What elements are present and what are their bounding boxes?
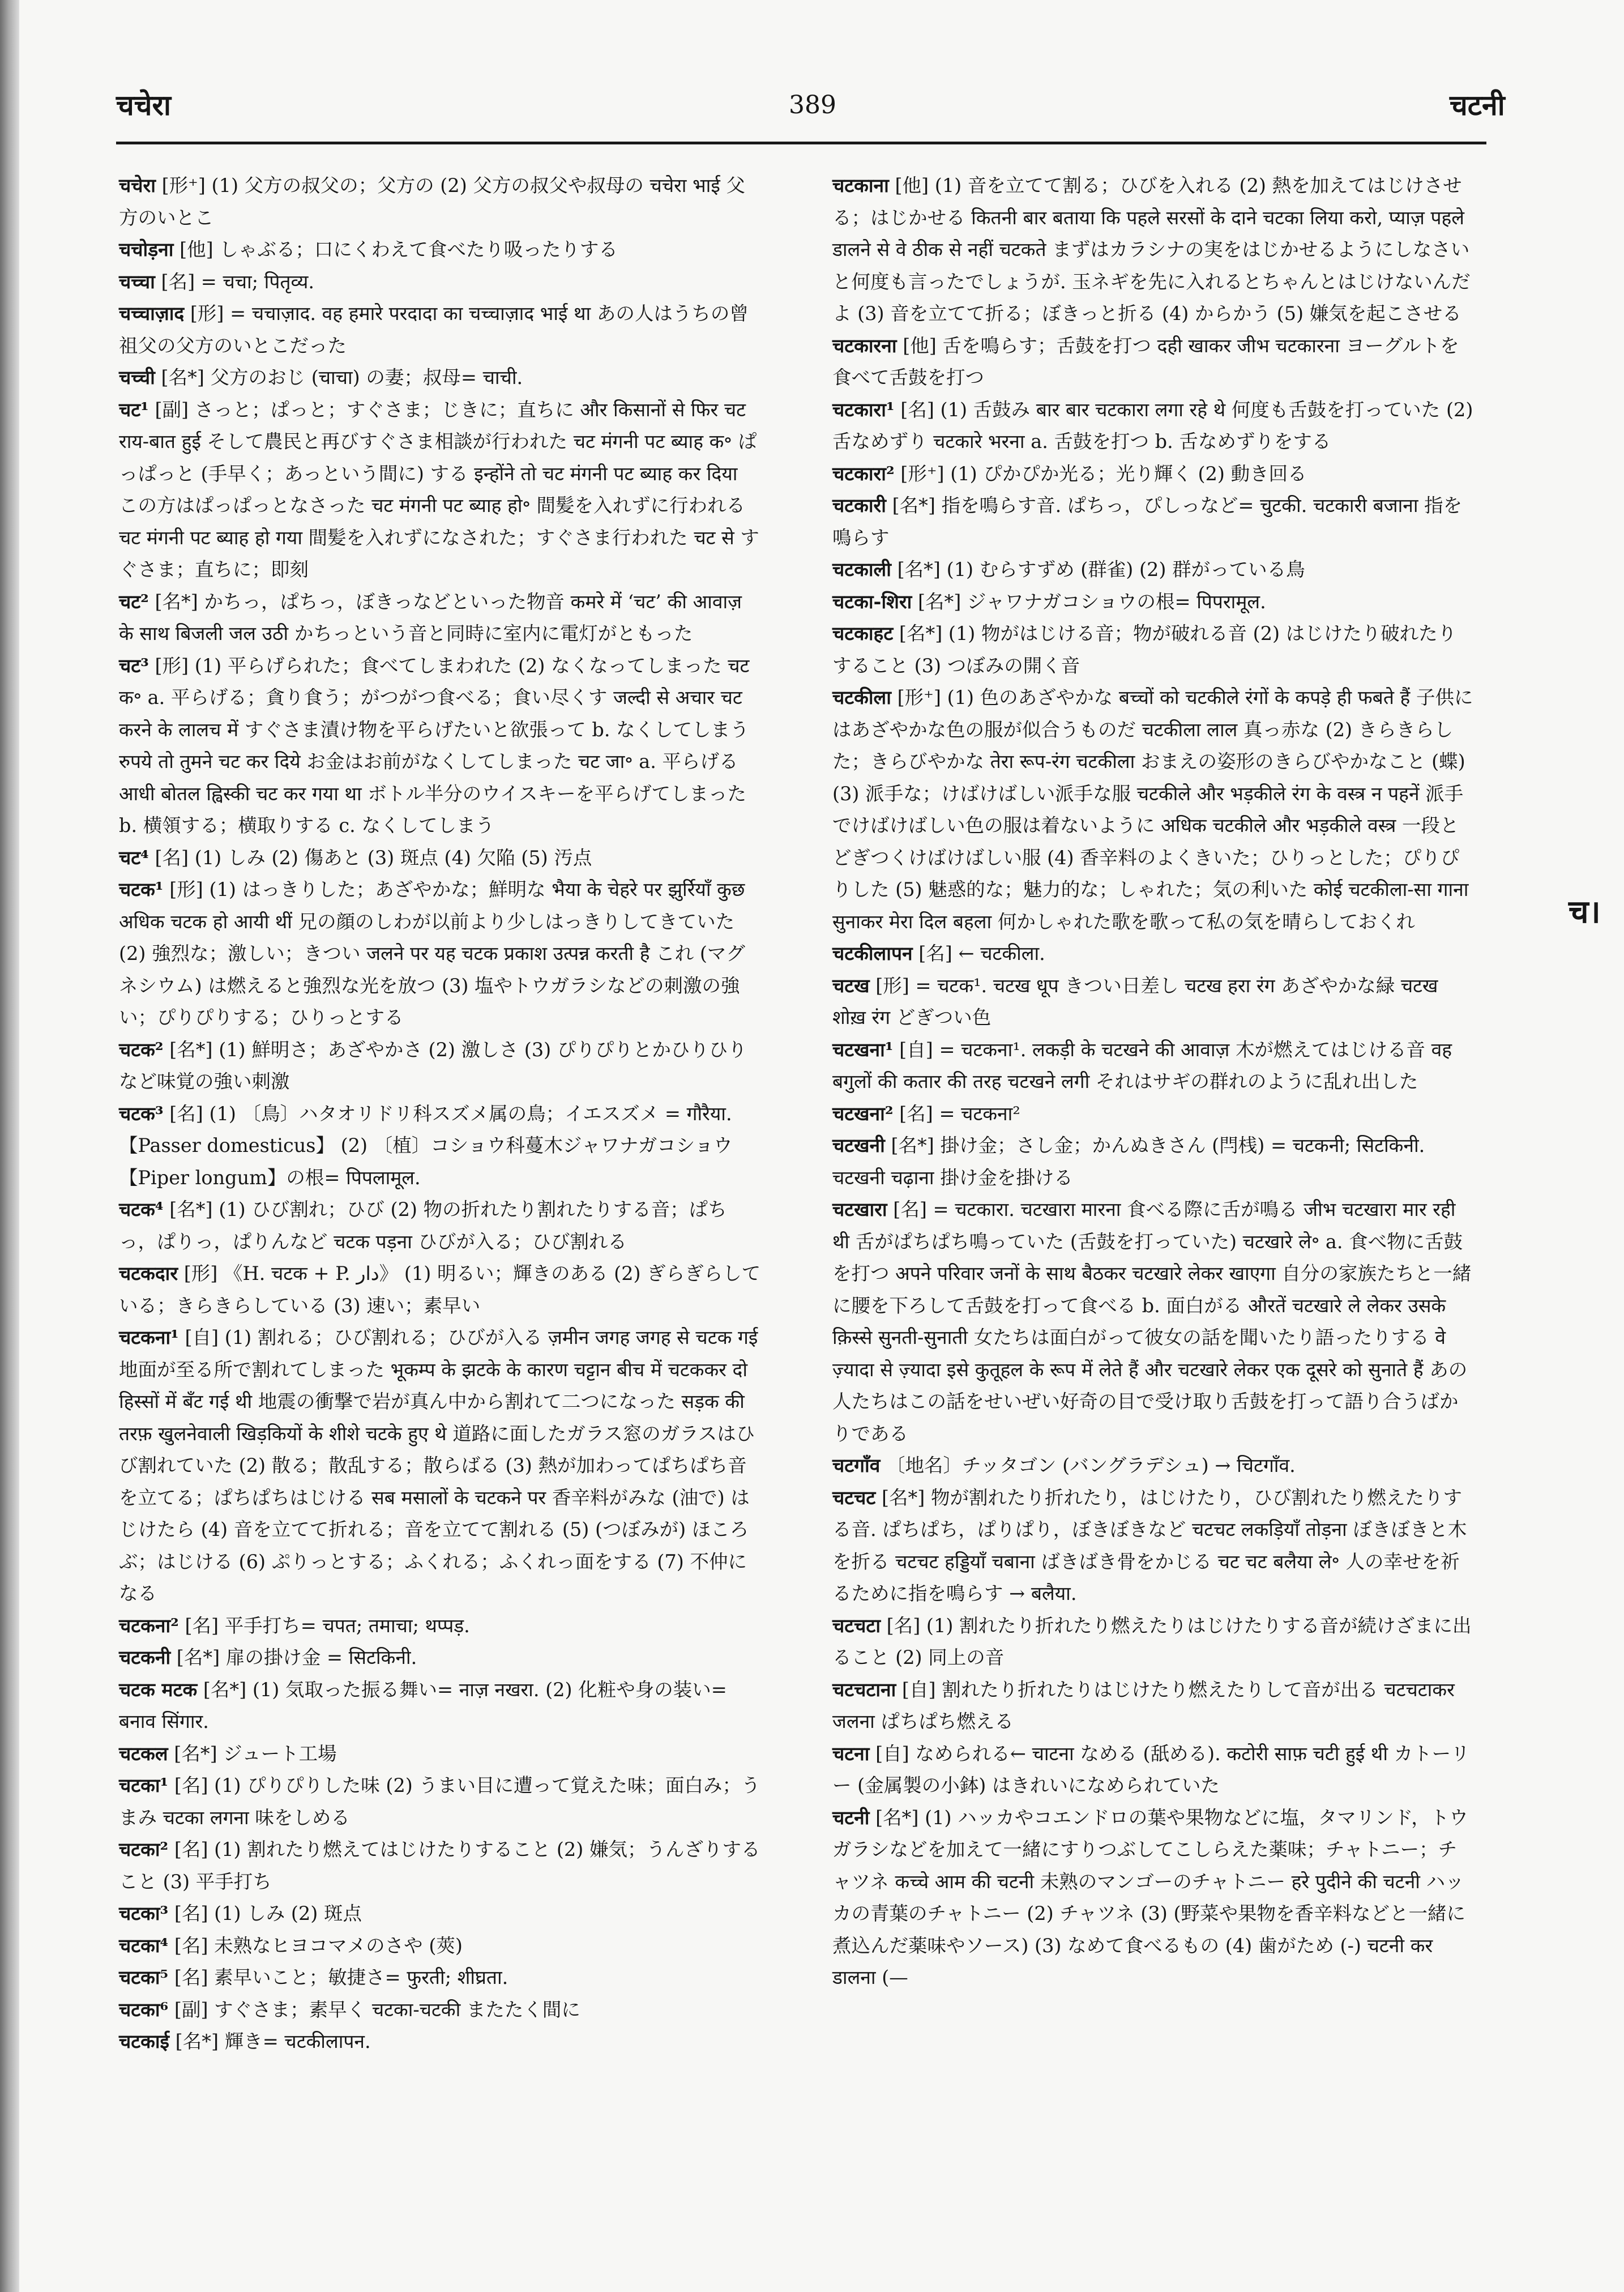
headword: चटना <box>832 1742 870 1765</box>
header-rule <box>116 142 1486 144</box>
dictionary-entry <box>832 1802 1475 1994</box>
dictionary-entry <box>119 650 762 842</box>
headword: चटकीला <box>832 686 891 708</box>
entry-definition: [他] (1) 音を立てて割る；ひびを入れる (2) 熱を加えてはじけさせる；はじかせる कितनी बार बताया कि पहले सरसों के दाने चटका लिया करो, प्याज़ पहले डालने से वे ठीक से नहीं चटकते まずはカラシナの実をはじかせるようにしなさいと何度も言ったでしょうが. 玉ネギを先に入れるとちゃんとはじけないんだよ (3) 音を立てて折る；ぼきっと折る (4) からかう (5) 嫌気を起こさせる <box>832 174 1471 325</box>
entry-definition: [名] = चचा; पितृव्य. <box>155 270 315 293</box>
entry-definition: [名] ← चटकीला. <box>912 942 1045 964</box>
dictionary-entry <box>832 1130 1475 1194</box>
headword: चटका³ <box>119 1902 169 1924</box>
entry-definition: [名*] ジュート工場 <box>168 1742 337 1765</box>
dictionary-entry <box>832 1674 1475 1738</box>
thumb-index-tab: च। <box>1569 893 1601 931</box>
entry-definition: [名*] 扉の掛け金 = सिटकिनी. <box>170 1646 417 1668</box>
dictionary-entry <box>119 1770 762 1834</box>
entry-definition: [名*] かちっ，ぱちっ，ぼきっなどといった物音 कमरे में ‘चट’ की आवाज़ के साथ बिजली जल उठी かちっという音と同時に室内に電灯がともった <box>119 590 742 645</box>
entry-definition: [自] = चटकना¹. लकड़ी के चटखने की आवाज़ 木が燃えてはじける音 वह बगुलों की कतार की तरह चटखने लगी それはサギの群れのように乱れ出した <box>832 1038 1452 1092</box>
entry-definition: [名] = चटकारा. चटखारा मारना 食べる際に舌が鳴る जीभ चटखारा मार रही थी 舌がぱちぱち鳴っていた (舌鼓を打っていた) चटखारे ले॰ a. 食べ物に舌鼓を打つ अपने परिवार जनों के साथ बैठकर चटखारे लेकर खाएगा 自分の家族たちと一緒に腰を下ろして舌鼓を打って食べる b. 面白がる औरतें चटखारे ले लेकर उसके क़िस्से सुनती-सुनाती 女たちは面白がって彼女の話を聞いたり語ったりする वे ज़्यादा से ज़्यादा इसे कुतूहल के रूप में लेते हैं और चटखारे लेकर एक दूसरे को सुनाते हैं あの人たちはこの話をせいぜい好奇の目で受け取り舌鼓を打って語り合うばかりである <box>832 1198 1472 1445</box>
entry-definition: [名*] 輝き= चटकीलापन. <box>169 2030 371 2052</box>
entry-definition: [名] (1) しみ (2) 傷あと (3) 斑点 (4) 欠陥 (5) 汚点 <box>148 846 592 869</box>
headword: चट⁴ <box>119 846 149 869</box>
headword: चटका¹ <box>119 1774 169 1796</box>
dictionary-entry <box>119 1930 762 1962</box>
dictionary-entry <box>119 1898 762 1930</box>
entry-definition: [形] (1) 平らげられた；食べてしまわれた (2) なくなってしまった चट क॰ a. 平らげる；貪り食う；がつがつ食べる；食い尽くす जल्दी से अचार चट करने के लालच में すぐさま漬け物を平らげたいと欲張って b. なくしてしまう रुपये तो तुमने चट कर दिये お金はお前がなくしてしまった चट जा॰ a. 平らげる आधी बोतल ह्विस्की चट कर गया था ボトル半分のウイスキーを平らげてしまった b. 横領する；横取りする c. なくしてしまう <box>119 654 750 836</box>
dictionary-entry <box>119 1194 762 1258</box>
dictionary-entry <box>119 1962 762 1994</box>
headword: चच्चा <box>119 270 155 293</box>
headword: चटकल <box>119 1742 168 1765</box>
dictionary-entry <box>832 1098 1475 1130</box>
headword: चटकाहट <box>832 622 894 645</box>
headword: चटचटा <box>832 1614 881 1637</box>
entry-definition: [名] 未熟なヒヨコマメのさや (莢) <box>168 1934 463 1957</box>
entry-definition: [他] 舌を鳴らす；舌鼓を打つ दही खाकर जीभ चटकारना ヨーグルトを食べて舌鼓を打つ <box>832 334 1459 389</box>
headword: चटख <box>832 974 870 997</box>
headword: चटखनी <box>832 1134 885 1156</box>
entry-definition: [名] (1) しみ (2) 斑点 <box>168 1902 362 1924</box>
dictionary-entry <box>119 842 762 874</box>
dictionary-entry <box>832 170 1475 330</box>
headword: चचोड़ना <box>119 238 174 261</box>
headword: चटखना² <box>832 1102 894 1125</box>
dictionary-entry <box>832 1482 1475 1610</box>
entry-definition: [名*] 掛け金；さし金；かんぬきさん (閂桟) = चटकनी; सिटकिनी. चटखनी चढ़ाना 掛け金を掛ける <box>832 1134 1425 1189</box>
dictionary-entry <box>832 970 1475 1034</box>
entry-definition: [自] なめられる← चाटना なめる (舐める). कटोरी साफ़ चटी हुई थी カトーリー (金属製の小鉢) はきれいになめられていた <box>832 1742 1470 1796</box>
headword: चटकाली <box>832 558 891 581</box>
entry-definition: [名] 平手打ち= चपत; तमाचा; थप्पड़. <box>178 1614 470 1637</box>
entry-definition: [名] = चटकना² <box>893 1102 1020 1125</box>
entry-definition: [名*] ジャワナガコショウの根= पिपरामूल. <box>912 590 1266 613</box>
headword: चटका⁵ <box>119 1966 169 1988</box>
entry-definition: 〔地名〕チッタゴン (バングラデシュ) → चिटगाँव. <box>880 1454 1296 1476</box>
entry-definition: [名*] (1) 気取った振る舞い= नाज़ नखरा. (2) 化粧や身の装い= बनाव सिंगार. <box>119 1678 727 1732</box>
dictionary-entry <box>119 394 762 586</box>
dictionary-entry <box>832 682 1475 938</box>
entry-definition: [名*] 指を鳴らす音. ぱちっ，ぴしっなど= चुटकी. चटकारी बजाना 指を鳴らす <box>832 494 1463 549</box>
headword: चटकारना <box>832 334 897 357</box>
dictionary-entry <box>832 1034 1475 1098</box>
headword: चटखारा <box>832 1198 887 1220</box>
dictionary-entry <box>119 362 762 394</box>
headword: चटक¹ <box>119 878 164 900</box>
headword: चटक मटक <box>119 1678 198 1701</box>
entry-definition: [形] 《H. चटक + P. دار》 (1) 明るい；輝きのある (2) ぎらぎらしている；きらきらしている (3) 速い；素早い <box>119 1262 761 1317</box>
dictionary-entry <box>119 1738 762 1770</box>
dictionary-entry <box>119 1610 762 1642</box>
dictionary-entry <box>832 1610 1475 1674</box>
headword: चट¹ <box>119 398 149 421</box>
entry-definition: [副] すぐさま；素早く चटका-चटकी またたく間に <box>168 1998 580 2021</box>
entry-definition: [名*] (1) 鮮明さ；あざやかさ (2) 激しさ (3) ぴりぴりとかひりひりなど味覚の強い刺激 <box>119 1038 747 1092</box>
book-binding-shadow <box>0 0 19 2292</box>
entry-definition: [名*] (1) 物がはじける音；物が破れる音 (2) はじけたり破れたりすること (3) つぼみの開く音 <box>832 622 1457 677</box>
entry-definition: [形⁺] (1) 父方の叔父の；父方の (2) 父方の叔父や叔母の चचेरा भाई 父方のいとこ <box>119 174 745 229</box>
dictionary-entry <box>119 1994 762 2026</box>
left-column <box>119 170 762 2058</box>
headword: चटकदार <box>119 1262 178 1284</box>
dictionary-entry <box>832 1738 1475 1802</box>
dictionary-entry <box>832 618 1475 682</box>
headword: चटका-शिरा <box>832 590 912 613</box>
entry-definition: [名] 素早いこと；敏捷さ= फुरती; शीघ्रता. <box>168 1966 508 1988</box>
entry-definition: [形] = चचाज़ाद. वह हमारे परदादा का चच्चाज़ाद भाई था あの人はうちの曾祖父の父方のいとこだった <box>119 302 749 357</box>
dictionary-entry <box>832 1194 1475 1450</box>
headword: चटखना¹ <box>832 1038 894 1061</box>
headword: चचेरा <box>119 174 156 197</box>
headword: चटकारा² <box>832 462 895 485</box>
page-number: 389 <box>789 91 836 119</box>
entry-definition: [形] = चटक¹. चटख धूप きつい日差し चटख हरा रंग あざやかな緑 चटख शोख़ रंग どぎつい色 <box>832 974 1438 1028</box>
dictionary-entry <box>832 554 1475 586</box>
headword: चटकनी <box>119 1646 171 1668</box>
dictionary-entry <box>119 1322 762 1610</box>
headword: चटका⁶ <box>119 1998 169 2021</box>
headword: चट³ <box>119 654 149 677</box>
headword: चटकारा¹ <box>832 398 895 421</box>
dictionary-entry <box>119 1034 762 1098</box>
dictionary-entry <box>832 458 1475 490</box>
dictionary-entry <box>119 266 762 298</box>
dictionary-entry <box>119 874 762 1034</box>
headword: चटचट <box>832 1486 876 1509</box>
entry-definition: [形⁺] (1) 色のあざやかな बच्चों को चटकीले रंगों के कपड़े ही फबते हैं 子供にはあざやかな色の服が似合うものだ चटकीला लाल 真っ赤な (2) きらきらした；きらびやかな तेरा रूप-रंग चटकीला おまえの姿形のきらびやかなこと (蝶) (3) 派手な；けばけばしい派手な服 चटकीले और भड़कीले रंग के वस्त्र न पहनें 派手でけばけばしい色の服は着ないように अधिक चटकीले और भड़कीले वस्त्र 一段とどぎつくけばけばしい服 (4) 香辛料のよくきいた；ひりっとした；ぴりぴりした (5) 魅惑的な；魅力的な；しゃれた；気の利いた कोई चटकीला-सा गाना सुनाकर मेरा दिल बहला 何かしゃれた歌を歌って私の気を晴らしておくれ <box>832 686 1473 933</box>
entry-definition: [名] (1) 舌鼓み बार बार चटकारा लगा रहे थे 何度も舌鼓を打っていた (2) 舌なめずり चटकारे भरना a. 舌鼓を打つ b. 舌なめずりをする <box>832 398 1473 453</box>
dictionary-entry <box>832 1450 1475 1482</box>
dictionary-entry <box>119 298 762 362</box>
headword: चच्ची <box>119 366 155 389</box>
entry-definition: [名*] (1) ハッカやコエンドロの葉や果物などに塩，タマリンド，トウガラシなどを加えて一緒にすりつぶしてこしらえた薬味；チャトニー；チャツネ कच्चे आम की चटनी 未熟のマンゴーのチャトニー हरे पुदीने की चटनी ハッカの青葉のチャトニー (2) チャツネ (3) (野菜や果物を香辛料などと一緒に煮込んだ薬味やソース) (3) なめて食べるもの (4) 歯がため (-) चटनी कर डालना (— <box>832 1806 1468 1988</box>
entry-definition: [名*] 父方のおじ (चाचा) の妻；叔母= चाची. <box>155 366 523 389</box>
headword: चटकीलापन <box>832 942 913 964</box>
entry-definition: [自] 割れたり折れたりはじけたり燃えたりして音が出る चटचटाकर जलना ぱちぱち燃える <box>832 1678 1455 1732</box>
entry-definition: [名] (1) ぴりぴりした味 (2) うまい目に遭って覚えた味；面白み；うまみ चटका लगना 味をしめる <box>119 1774 760 1829</box>
headword: चटकाना <box>832 174 889 197</box>
dictionary-entry <box>832 586 1475 618</box>
dictionary-entry <box>832 938 1475 970</box>
headword: चटगाँव <box>832 1454 881 1476</box>
dictionary-entry <box>832 490 1475 554</box>
dictionary-entry <box>119 1674 762 1738</box>
entry-definition: [副] さっと；ぱっと；すぐさま；じきに；直ちに और किसानों से फिर चट राय-बात हुई そして農民と再びすぐさま相談が行われた चट मंगनी पट ब्याह क॰ ぱっぱっと (手早く；あっという間に) する इन्होंने तो चट मंगनी पट ब्याह कर दिया この方はぱっぱっとなさった चट मंगनी पट ब्याह हो॰ 間髪を入れずに行われる चट मंगनी पट ब्याह हो गया 間髪を入れずになされた；すぐさま行われた चट से すぐさま；直ちに；即刻 <box>119 398 759 581</box>
entry-definition: [名*] 物が割れたり折れたり，はじけたり，ひび割れたり燃えたりする音. ぱちぱち，ぱりぱり，ぼきぼきなど चटचट लकड़ियाँ तोड़ना ぼきぼきと木を折る चटचट हड्डियाँ चबाना ばきばき骨をかじる चट चट बलैया ले॰ 人の幸せを祈るために指を鳴らす → बलैया. <box>832 1486 1467 1604</box>
dictionary-entry <box>119 586 762 650</box>
dictionary-entry <box>119 170 762 234</box>
headword: चटका² <box>119 1838 169 1860</box>
right-column <box>832 170 1475 1994</box>
left-guide-word: चचेरा <box>116 88 171 122</box>
headword: चटक⁴ <box>119 1198 164 1220</box>
dictionary-entry <box>119 234 762 266</box>
entry-definition: [名*] (1) むらすずめ (群雀) (2) 群がっている鳥 <box>891 558 1305 581</box>
dictionary-entry <box>832 394 1475 458</box>
entry-definition: [名] (1) 〔鳥〕ハタオリドリ科スズメ属の鳥；イエスズメ = गौरैया. 【Passer domesticus】 (2) 〔植〕コショウ科蔓木ジャワナガコショウ【Piper longum】の根= पिपलामूल. <box>119 1102 733 1189</box>
dictionary-entry <box>832 330 1475 394</box>
right-guide-word: चटनी <box>1450 88 1505 122</box>
headword: चटनी <box>832 1806 870 1829</box>
headword: चटक² <box>119 1038 164 1061</box>
headword: चटकाई <box>119 2030 170 2052</box>
dictionary-entry <box>119 2026 762 2058</box>
entry-definition: [名] (1) 割れたり折れたり燃えたりはじけたりする音が続けざまに出ること (2) 同上の音 <box>832 1614 1472 1668</box>
entry-definition: [自] (1) 割れる；ひび割れる；ひびが入る ज़मीन जगह जगह से चटक गई 地面が至る所で割れてしまった भूकम्प के झटके के कारण चट्टान बीच में चटककर दो हिस्सों में बँट गई थी 地震の衝撃で岩が真ん中から割れて二つになった सड़क की तरफ़ खुलनेवाली खिड़कियों के शीशे चटके हुए थे 道路に面したガラス窓のガラスはひび割れていた (2) 散る；散乱する；散らばる (3) 熱が加わってぱちぱち音を立てる；ぱちぱちはじける सब मसालों के चटकने पर 香辛料がみな (油で) はじけたら (4) 音を立てて折れる；音を立てて割れる (5) (つぼみが) ほころぶ；はじける (6) ぷりっとする；ふくれる；ふくれっ面をする (7) 不仲になる <box>119 1326 758 1604</box>
entry-definition: [他] しゃぶる；口にくわえて食べたり吸ったりする <box>173 238 618 261</box>
headword: चटकना² <box>119 1614 179 1637</box>
entry-definition: [形⁺] (1) ぴかぴか光る；光り輝く (2) 動き回る <box>894 462 1307 485</box>
headword: चटकारी <box>832 494 886 517</box>
headword: चच्चाज़ाद <box>119 302 185 325</box>
headword: चट² <box>119 590 149 613</box>
dictionary-entry <box>119 1834 762 1898</box>
headword: चटक³ <box>119 1102 164 1125</box>
entry-definition: [形] (1) はっきりした；あざやかな；鮮明な भैया के चेहरे पर झुर्रियाँ कुछ अधिक चटक हो आयी थीं 兄の顔のしわが以前より少しはっきりしてきていた (2) 強烈な；激しい；きつい जलने पर यह चटक प्रकाश उत्पन्न करती है これ (マグネシウム) は燃えると強烈な光を放つ (3) 塩やトウガラシなどの刺激の強い；ぴりぴりする；ひりっとする <box>119 878 745 1028</box>
entry-definition: [名*] (1) ひび割れ；ひび (2) 物の折れたり割れたりする音；ぱちっ，ぱりっ，ぱりんなど चटक पड़ना ひびが入る；ひび割れる <box>119 1198 727 1253</box>
headword: चटका⁴ <box>119 1934 169 1957</box>
headword: चटचटाना <box>832 1678 896 1701</box>
headword: चटकना¹ <box>119 1326 179 1348</box>
entry-definition: [名] (1) 割れたり燃えてはじけたりすること (2) 嫌気；うんざりすること (3) 平手打ち <box>119 1838 760 1893</box>
dictionary-entry <box>119 1258 762 1322</box>
dictionary-entry <box>119 1098 762 1194</box>
dictionary-entry <box>119 1642 762 1674</box>
